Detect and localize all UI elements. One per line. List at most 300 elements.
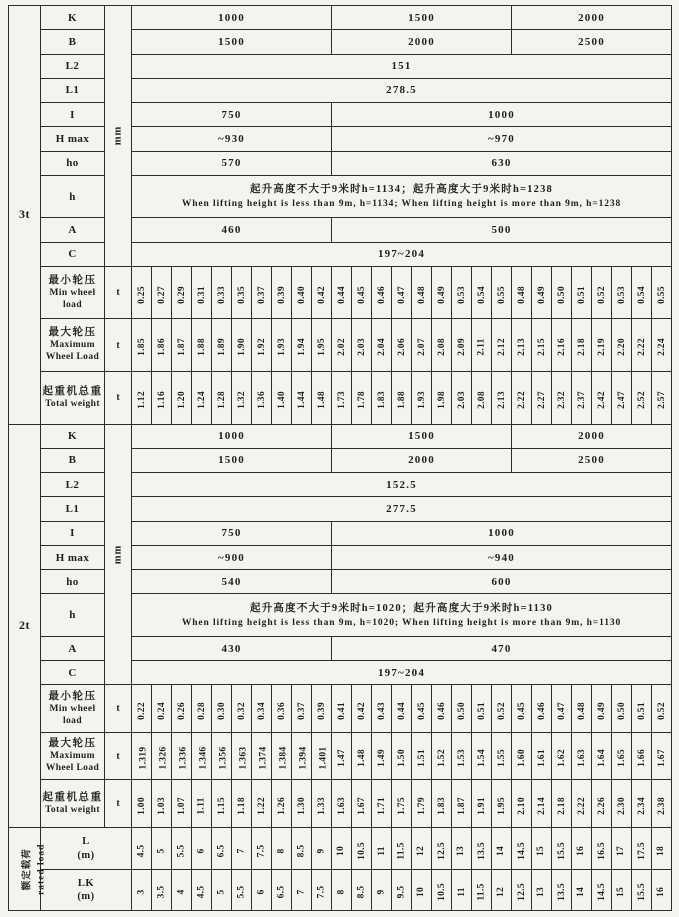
load-value: 0.48 xyxy=(576,701,587,720)
span-value-cell xyxy=(532,828,552,870)
load-row-label-en: Min wheel load xyxy=(49,287,96,310)
load-value: 0.52 xyxy=(596,285,607,304)
load-value: 2.52 xyxy=(636,390,647,409)
load-value-cell xyxy=(272,319,292,372)
param-label-i: I xyxy=(41,103,105,127)
span-value: 15 xyxy=(616,887,627,898)
load-value: 2.03 xyxy=(356,338,367,357)
span-value: 10.5 xyxy=(436,883,447,902)
load-value: 1.63 xyxy=(576,749,587,768)
load-value: 0.53 xyxy=(456,285,467,304)
load-value: 1.51 xyxy=(416,749,427,768)
param-value: 2000 xyxy=(332,448,512,472)
span-value: 17.5 xyxy=(636,841,647,860)
unit-mm-cell xyxy=(105,6,132,267)
span-value-cell xyxy=(232,870,252,911)
load-value: 0.37 xyxy=(256,285,267,304)
span-value-cell xyxy=(172,828,192,870)
load-value-cell xyxy=(132,266,152,319)
load-value-cell xyxy=(652,685,672,733)
span-value-cell xyxy=(452,870,472,911)
span-value: 15.5 xyxy=(556,841,567,860)
load-value-cell xyxy=(452,372,472,425)
load-value-cell xyxy=(292,780,312,828)
load-value-cell xyxy=(352,685,372,733)
load-value: 0.48 xyxy=(516,285,527,304)
span-value: 5 xyxy=(216,889,227,895)
load-value: 2.03 xyxy=(456,390,467,409)
param-label-hmax: H max xyxy=(41,127,105,151)
load-value: 0.54 xyxy=(636,285,647,304)
span-value-cell xyxy=(592,828,612,870)
span-value: 6.5 xyxy=(276,885,287,899)
load-value: 1.71 xyxy=(376,796,387,815)
param-value: 197~204 xyxy=(132,242,672,266)
load-value-cell xyxy=(452,319,472,372)
span-value-cell xyxy=(452,828,472,870)
span-value: 7 xyxy=(296,889,307,895)
load-value-cell xyxy=(432,732,452,780)
load-value-cell xyxy=(652,732,672,780)
load-value-cell xyxy=(552,266,572,319)
rated-load-label-en: rated load xyxy=(36,843,47,895)
load-value: 0.42 xyxy=(316,285,327,304)
load-value: 0.46 xyxy=(436,701,447,720)
load-value-cell xyxy=(472,319,492,372)
load-value-cell xyxy=(232,319,252,372)
lifting-height-note-en: When lifting height is less than 9m, h=1020; When lifting height is more than 9m, h=1130 xyxy=(181,617,622,628)
load-value: 1.73 xyxy=(336,390,347,409)
load-value-cell xyxy=(612,732,632,780)
param-label-h: h xyxy=(41,594,105,636)
load-value-cell xyxy=(472,732,492,780)
load-value: 1.50 xyxy=(396,749,407,768)
param-value: 2500 xyxy=(512,30,672,54)
param-label-a: A xyxy=(41,636,105,660)
load-value-cell xyxy=(192,266,212,319)
load-value-cell xyxy=(332,685,352,733)
load-value: 0.53 xyxy=(616,285,627,304)
load-value-cell xyxy=(292,319,312,372)
param-label-a: A xyxy=(41,218,105,242)
load-value-cell xyxy=(472,372,492,425)
span-value-cell xyxy=(512,870,532,911)
load-value: 0.45 xyxy=(516,701,527,720)
unit-t-label: t xyxy=(105,372,132,425)
span-value: 5.5 xyxy=(176,844,187,858)
load-value-cell xyxy=(372,685,392,733)
param-value: 1500 xyxy=(332,424,512,448)
load-value-cell xyxy=(612,266,632,319)
load-value: 1.88 xyxy=(196,338,207,357)
load-value-cell xyxy=(632,780,652,828)
unit-t-label: t xyxy=(105,780,132,828)
param-label-b: B xyxy=(41,448,105,472)
load-value-cell xyxy=(432,266,452,319)
param-value: 2000 xyxy=(332,30,512,54)
load-value: 2.06 xyxy=(396,338,407,357)
load-value-cell xyxy=(252,266,272,319)
load-value: 2.11 xyxy=(476,338,487,356)
load-value-cell xyxy=(232,266,252,319)
load-value-cell xyxy=(272,732,292,780)
sheet-border xyxy=(8,5,672,911)
param-value: 2000 xyxy=(512,424,672,448)
load-value-cell xyxy=(652,319,672,372)
load-value-cell xyxy=(132,319,152,372)
span-value: 17 xyxy=(616,845,627,856)
load-value-cell xyxy=(452,780,472,828)
span-value-cell xyxy=(312,828,332,870)
load-value: 1.79 xyxy=(416,796,427,815)
capacity-group-label: 3t xyxy=(9,6,41,425)
load-value-cell xyxy=(212,319,232,372)
span-value: 16 xyxy=(576,845,587,856)
load-value: 2.12 xyxy=(496,338,507,357)
unit-mm-cell xyxy=(105,424,132,685)
load-value: 2.24 xyxy=(656,338,667,357)
span-value-cell xyxy=(612,828,632,870)
load-value-cell xyxy=(532,319,552,372)
load-value-cell xyxy=(252,319,272,372)
load-value-cell xyxy=(352,372,372,425)
load-value: 1.00 xyxy=(136,796,147,815)
load-value-cell xyxy=(392,732,412,780)
span-value: 5 xyxy=(156,848,167,854)
param-value: 1500 xyxy=(132,448,332,472)
rated-load-group-cell xyxy=(9,828,47,911)
load-value-cell xyxy=(352,780,372,828)
load-value: 0.40 xyxy=(296,285,307,304)
load-value: 0.47 xyxy=(396,285,407,304)
param-label-hmax: H max xyxy=(41,545,105,569)
load-value: 0.49 xyxy=(596,701,607,720)
span-value: 5.5 xyxy=(236,885,247,899)
span-value: 11 xyxy=(456,887,467,898)
load-row-label xyxy=(41,685,105,733)
load-value-cell xyxy=(572,732,592,780)
load-value: 1.67 xyxy=(356,796,367,815)
load-value: 1.86 xyxy=(156,338,167,357)
load-value: 0.51 xyxy=(576,285,587,304)
span-value: 4 xyxy=(176,889,187,895)
load-value-cell xyxy=(552,319,572,372)
load-value: 1.88 xyxy=(396,390,407,409)
load-value-cell xyxy=(492,780,512,828)
load-value: 0.49 xyxy=(536,285,547,304)
span-value-cell xyxy=(392,870,412,911)
load-value-cell xyxy=(372,319,392,372)
load-value-cell xyxy=(132,372,152,425)
load-value: 2.14 xyxy=(536,796,547,815)
load-value-cell xyxy=(172,266,192,319)
span-value: 6 xyxy=(256,889,267,895)
span-value: 13.5 xyxy=(476,841,487,860)
param-value: ~970 xyxy=(332,127,672,151)
span-value: 6.5 xyxy=(216,844,227,858)
load-value: 0.45 xyxy=(356,285,367,304)
span-value-cell xyxy=(332,828,352,870)
load-value-cell xyxy=(412,732,432,780)
param-label-l1: L1 xyxy=(41,497,105,521)
load-value: 0.46 xyxy=(376,285,387,304)
span-value: 9 xyxy=(316,848,327,854)
load-value-cell xyxy=(332,319,352,372)
load-value-cell xyxy=(272,266,292,319)
load-value: 1.61 xyxy=(536,749,547,768)
load-value-cell xyxy=(612,780,632,828)
load-value: 1.07 xyxy=(176,796,187,815)
param-value: 197~204 xyxy=(132,661,672,685)
load-value: 1.67 xyxy=(656,749,667,768)
load-value-cell xyxy=(172,319,192,372)
span-value: 8 xyxy=(336,889,347,895)
load-value: 1.66 xyxy=(636,749,647,768)
load-value: 0.30 xyxy=(216,701,227,720)
span-value-cell xyxy=(492,828,512,870)
span-value-cell xyxy=(392,828,412,870)
load-value-cell xyxy=(272,780,292,828)
load-value: 0.26 xyxy=(176,701,187,720)
span-value-cell xyxy=(652,870,672,911)
load-value: 2.32 xyxy=(556,390,567,409)
span-value-cell xyxy=(292,828,312,870)
load-value-cell xyxy=(332,266,352,319)
unit-t-label: t xyxy=(105,266,132,319)
load-row-label-zh: 最小轮压 xyxy=(48,274,97,286)
load-value: 1.49 xyxy=(376,749,387,768)
span-value-cell xyxy=(152,870,172,911)
span-value: 4.5 xyxy=(136,844,147,858)
param-value: 1000 xyxy=(132,424,332,448)
load-value: 1.326 xyxy=(158,746,169,770)
param-label-l1: L1 xyxy=(41,78,105,102)
load-value: 1.93 xyxy=(416,390,427,409)
span-value: 12.5 xyxy=(516,883,527,902)
span-value-cell xyxy=(492,870,512,911)
load-value: 1.28 xyxy=(216,390,227,409)
rated-load-label-zh: 额定载荷 xyxy=(22,848,33,891)
param-value: 152.5 xyxy=(132,473,672,497)
load-value: 2.16 xyxy=(556,338,567,357)
load-value: 0.52 xyxy=(496,701,507,720)
load-value: 0.55 xyxy=(656,285,667,304)
load-value-cell xyxy=(132,685,152,733)
load-value: 2.13 xyxy=(516,338,527,357)
param-label-i: I xyxy=(41,521,105,545)
load-value: 1.346 xyxy=(198,746,209,770)
param-value: 540 xyxy=(132,570,332,594)
load-value-cell xyxy=(292,266,312,319)
load-value-cell xyxy=(472,685,492,733)
load-value: 0.50 xyxy=(556,285,567,304)
load-value-cell xyxy=(592,685,612,733)
span-value-cell xyxy=(352,870,372,911)
load-value-cell xyxy=(492,685,512,733)
capacity-group-label: 2t xyxy=(9,424,41,827)
load-value-cell xyxy=(412,319,432,372)
load-value-cell xyxy=(252,685,272,733)
load-value: 0.29 xyxy=(176,285,187,304)
load-value-cell xyxy=(452,732,472,780)
load-value: 1.92 xyxy=(256,338,267,357)
load-value-cell xyxy=(592,780,612,828)
load-value: 0.54 xyxy=(476,285,487,304)
load-value: 2.47 xyxy=(616,390,627,409)
load-value-cell xyxy=(512,685,532,733)
span-row-label-unit: (m) xyxy=(77,891,95,903)
load-value: 1.16 xyxy=(156,390,167,409)
load-value-cell xyxy=(172,732,192,780)
load-value-cell xyxy=(632,372,652,425)
param-value: 430 xyxy=(132,636,332,660)
load-row-label-zh: 最大轮压 xyxy=(48,738,97,750)
load-value-cell xyxy=(412,266,432,319)
span-row-label xyxy=(41,870,132,911)
load-value: 1.75 xyxy=(396,796,407,815)
span-value-cell xyxy=(212,870,232,911)
load-value-cell xyxy=(632,266,652,319)
load-value-cell xyxy=(392,685,412,733)
load-value: 1.394 xyxy=(298,746,309,770)
load-value-cell xyxy=(372,732,392,780)
span-value-cell xyxy=(272,828,292,870)
span-value-cell xyxy=(352,828,372,870)
load-value: 2.19 xyxy=(596,338,607,357)
span-value: 9 xyxy=(376,889,387,895)
unit-t-label: t xyxy=(105,732,132,780)
span-value-cell xyxy=(272,870,292,911)
load-value-cell xyxy=(632,732,652,780)
load-value: 0.22 xyxy=(136,701,147,720)
span-value: 10 xyxy=(416,887,427,898)
param-value: 500 xyxy=(332,218,672,242)
span-value-cell xyxy=(572,828,592,870)
load-value-cell xyxy=(512,732,532,780)
load-value: 1.384 xyxy=(278,746,289,770)
load-value-cell xyxy=(252,780,272,828)
load-value: 2.22 xyxy=(516,390,527,409)
load-value-cell xyxy=(632,319,652,372)
span-value: 8 xyxy=(276,848,287,854)
span-value: 16 xyxy=(656,887,667,898)
load-value-cell xyxy=(312,732,332,780)
load-row-label-en: Maximum Wheel Load xyxy=(45,751,100,774)
load-value-cell xyxy=(172,780,192,828)
load-value-cell xyxy=(212,685,232,733)
load-value-cell xyxy=(332,780,352,828)
span-value: 14 xyxy=(496,845,507,856)
span-row-label-unit: (m) xyxy=(77,849,95,861)
load-value: 1.44 xyxy=(296,390,307,409)
load-value: 1.63 xyxy=(336,796,347,815)
span-value: 8.5 xyxy=(356,885,367,899)
load-value-cell xyxy=(352,732,372,780)
load-row-label-en: Total weight xyxy=(45,398,100,409)
load-value: 1.12 xyxy=(136,390,147,409)
load-value-cell xyxy=(132,780,152,828)
load-value-cell xyxy=(192,319,212,372)
span-value-cell xyxy=(192,828,212,870)
load-value-cell xyxy=(532,780,552,828)
load-value: 0.27 xyxy=(156,285,167,304)
param-value: 600 xyxy=(332,570,672,594)
span-value-cell xyxy=(412,828,432,870)
load-value-cell xyxy=(552,685,572,733)
span-value: 16.5 xyxy=(596,841,607,860)
span-value: 8.5 xyxy=(296,844,307,858)
load-value: 1.55 xyxy=(496,749,507,768)
load-row-label xyxy=(41,319,105,372)
load-value: 0.31 xyxy=(196,285,207,304)
load-value-cell xyxy=(412,372,432,425)
load-value-cell xyxy=(332,732,352,780)
load-value: 2.07 xyxy=(416,338,427,357)
span-value: 10.5 xyxy=(356,841,367,860)
load-value: 1.30 xyxy=(296,796,307,815)
param-label-c: C xyxy=(41,661,105,685)
load-row-label-en: Total weight xyxy=(45,804,100,815)
load-value-cell xyxy=(252,372,272,425)
param-value: 1000 xyxy=(132,6,332,30)
load-value-cell xyxy=(152,780,172,828)
load-value: 2.38 xyxy=(656,796,667,815)
load-value: 1.33 xyxy=(316,796,327,815)
param-value: ~900 xyxy=(132,545,332,569)
load-value-cell xyxy=(352,266,372,319)
load-value: 0.50 xyxy=(616,701,627,720)
span-value-cell xyxy=(652,828,672,870)
param-value: 1500 xyxy=(332,6,512,30)
param-value: ~930 xyxy=(132,127,332,151)
param-label-ho: ho xyxy=(41,151,105,175)
unit-mm-label: mm xyxy=(112,544,124,565)
param-label-c: C xyxy=(41,242,105,266)
load-value-cell xyxy=(232,732,252,780)
load-value: 0.37 xyxy=(296,701,307,720)
load-value: 2.10 xyxy=(516,796,527,815)
load-value: 0.25 xyxy=(136,285,147,304)
load-value: 1.87 xyxy=(176,338,187,357)
param-label-ho: ho xyxy=(41,570,105,594)
load-value: 2.08 xyxy=(436,338,447,357)
load-value: 2.57 xyxy=(656,390,667,409)
param-value: 1000 xyxy=(332,521,672,545)
load-value: 2.37 xyxy=(576,390,587,409)
load-row-label-zh: 最小轮压 xyxy=(48,690,97,702)
param-value: 750 xyxy=(132,521,332,545)
span-row-label-letter: LK xyxy=(77,877,95,889)
load-value: 2.26 xyxy=(596,796,607,815)
load-value: 0.55 xyxy=(496,285,507,304)
load-value-cell xyxy=(272,372,292,425)
load-row-label xyxy=(41,266,105,319)
span-value-cell xyxy=(332,870,352,911)
span-value: 15.5 xyxy=(636,883,647,902)
span-value: 18 xyxy=(656,845,667,856)
load-value-cell xyxy=(432,319,452,372)
load-value: 1.26 xyxy=(276,796,287,815)
load-value-cell xyxy=(512,319,532,372)
lifting-height-note xyxy=(132,175,672,217)
load-value-cell xyxy=(512,780,532,828)
load-value: 0.45 xyxy=(416,701,427,720)
span-value-cell xyxy=(512,828,532,870)
span-value: 10 xyxy=(336,845,347,856)
load-value-cell xyxy=(592,266,612,319)
load-value-cell xyxy=(312,319,332,372)
load-value-cell xyxy=(612,372,632,425)
